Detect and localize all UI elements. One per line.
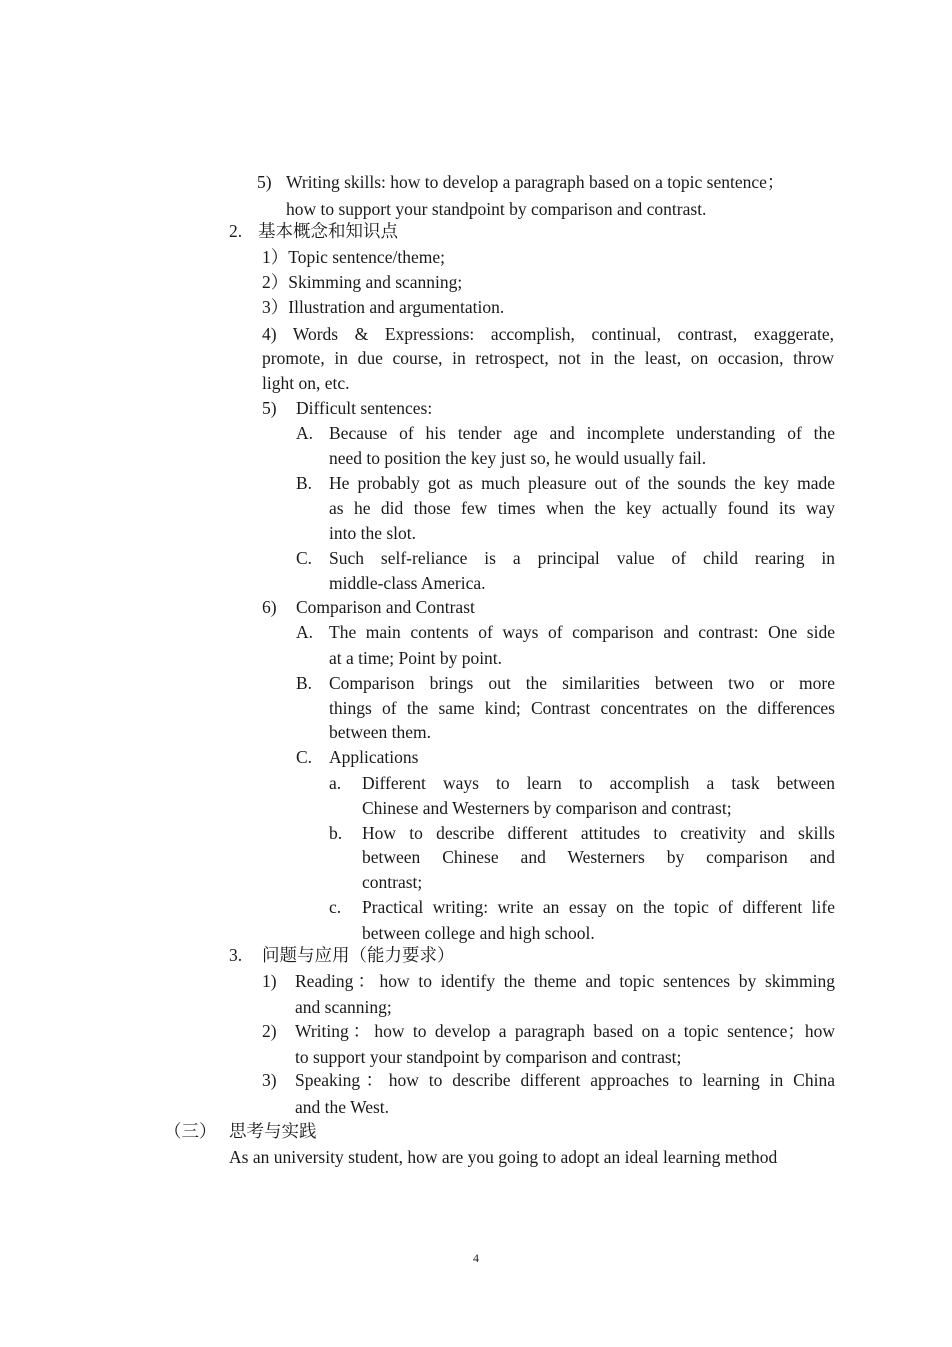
- text-line: between Chinese and Westerners by comparison and: [362, 847, 835, 867]
- text-line: to support your standpoint by comparison and contrast;: [295, 1047, 682, 1067]
- text-line: middle-class America.: [329, 573, 486, 593]
- item-label: b.: [329, 823, 343, 843]
- text-line: Writing skills: how to develop a paragraph based on a topic sentence；: [286, 172, 785, 192]
- text-line: into the slot.: [329, 523, 417, 543]
- section-heading: 基本概念和知识点: [258, 221, 398, 241]
- part-number: （三）: [164, 1121, 217, 1141]
- item-label: C.: [296, 548, 313, 568]
- item-label: B.: [296, 473, 313, 493]
- text-line: contrast;: [362, 872, 423, 892]
- item-number: 3): [262, 1070, 277, 1090]
- text-line: Comparison brings out the similarities between two or more: [329, 673, 835, 693]
- text-line: Writing：how to develop a paragraph based on a topic sentence；how: [295, 1021, 835, 1041]
- item-number: 1): [262, 971, 277, 991]
- text-line: need to position the key just so, he would usually fail.: [329, 448, 707, 468]
- section-number: 3.: [229, 945, 243, 965]
- subheading: Difficult sentences:: [296, 398, 433, 418]
- text-line: Chinese and Westerners by comparison and contrast;: [362, 798, 732, 818]
- text-line: things of the same kind; Contrast concentrates on the differences: [329, 698, 835, 718]
- text-line: between them.: [329, 722, 432, 742]
- list-item: 1）Topic sentence/theme;: [262, 247, 445, 267]
- section-number: 2.: [229, 221, 243, 241]
- section-heading: 问题与应用（能力要求）: [262, 945, 455, 965]
- list-item: 2）Skimming and scanning;: [262, 272, 463, 292]
- text-line: Because of his tender age and incomplete understanding of the: [329, 423, 835, 443]
- item-number: 2): [262, 1021, 277, 1041]
- text-line: 4) Words & Expressions: accomplish, continual, contrast, exaggerate,: [262, 324, 834, 344]
- text-line: The main contents of ways of comparison and contrast: One side: [329, 622, 835, 642]
- text-line: How to describe different attitudes to creativity and skills: [362, 823, 835, 843]
- item-number: 5): [262, 398, 277, 418]
- list-item: 3）Illustration and argumentation.: [262, 297, 505, 317]
- item-label: c.: [329, 897, 342, 917]
- item-label: a.: [329, 773, 342, 793]
- text-line: Practical writing: write an essay on the topic of different life: [362, 897, 835, 917]
- page-number: 4: [473, 1251, 479, 1265]
- item-label: A.: [296, 622, 314, 642]
- text-line: Reading：how to identify the theme and topic sentences by skimming: [295, 971, 835, 991]
- text-line: promote, in due course, in retrospect, not in the least, on occasion, throw: [262, 348, 834, 368]
- text-line: as he did those few times when the key actually found its way: [329, 498, 835, 518]
- text-line: Different ways to learn to accomplish a task between: [362, 773, 835, 793]
- item-label: A.: [296, 423, 314, 443]
- text-line: at a time; Point by point.: [329, 648, 503, 668]
- text-line: Such self-reliance is a principal value of child rearing in: [329, 548, 835, 568]
- text-line: and the West.: [295, 1097, 390, 1117]
- item-label: C.: [296, 747, 313, 767]
- text-line: Speaking：how to describe different approaches to learning in China: [295, 1070, 835, 1090]
- text-line: and scanning;: [295, 997, 392, 1017]
- part-heading: 思考与实践: [229, 1121, 317, 1141]
- text-line: how to support your standpoint by comparison and contrast.: [286, 199, 707, 219]
- text-line: light on, etc.: [262, 373, 350, 393]
- subheading: Comparison and Contrast: [296, 597, 475, 617]
- text-line: He probably got as much pleasure out of the sounds the key made: [329, 473, 835, 493]
- item-number: 6): [262, 597, 277, 617]
- subheading: Applications: [329, 747, 419, 767]
- item-label: B.: [296, 673, 313, 693]
- text-line: between college and high school.: [362, 923, 595, 943]
- item-number: 5): [257, 172, 272, 192]
- text-line: As an university student, how are you going to adopt an ideal learning method: [229, 1147, 778, 1167]
